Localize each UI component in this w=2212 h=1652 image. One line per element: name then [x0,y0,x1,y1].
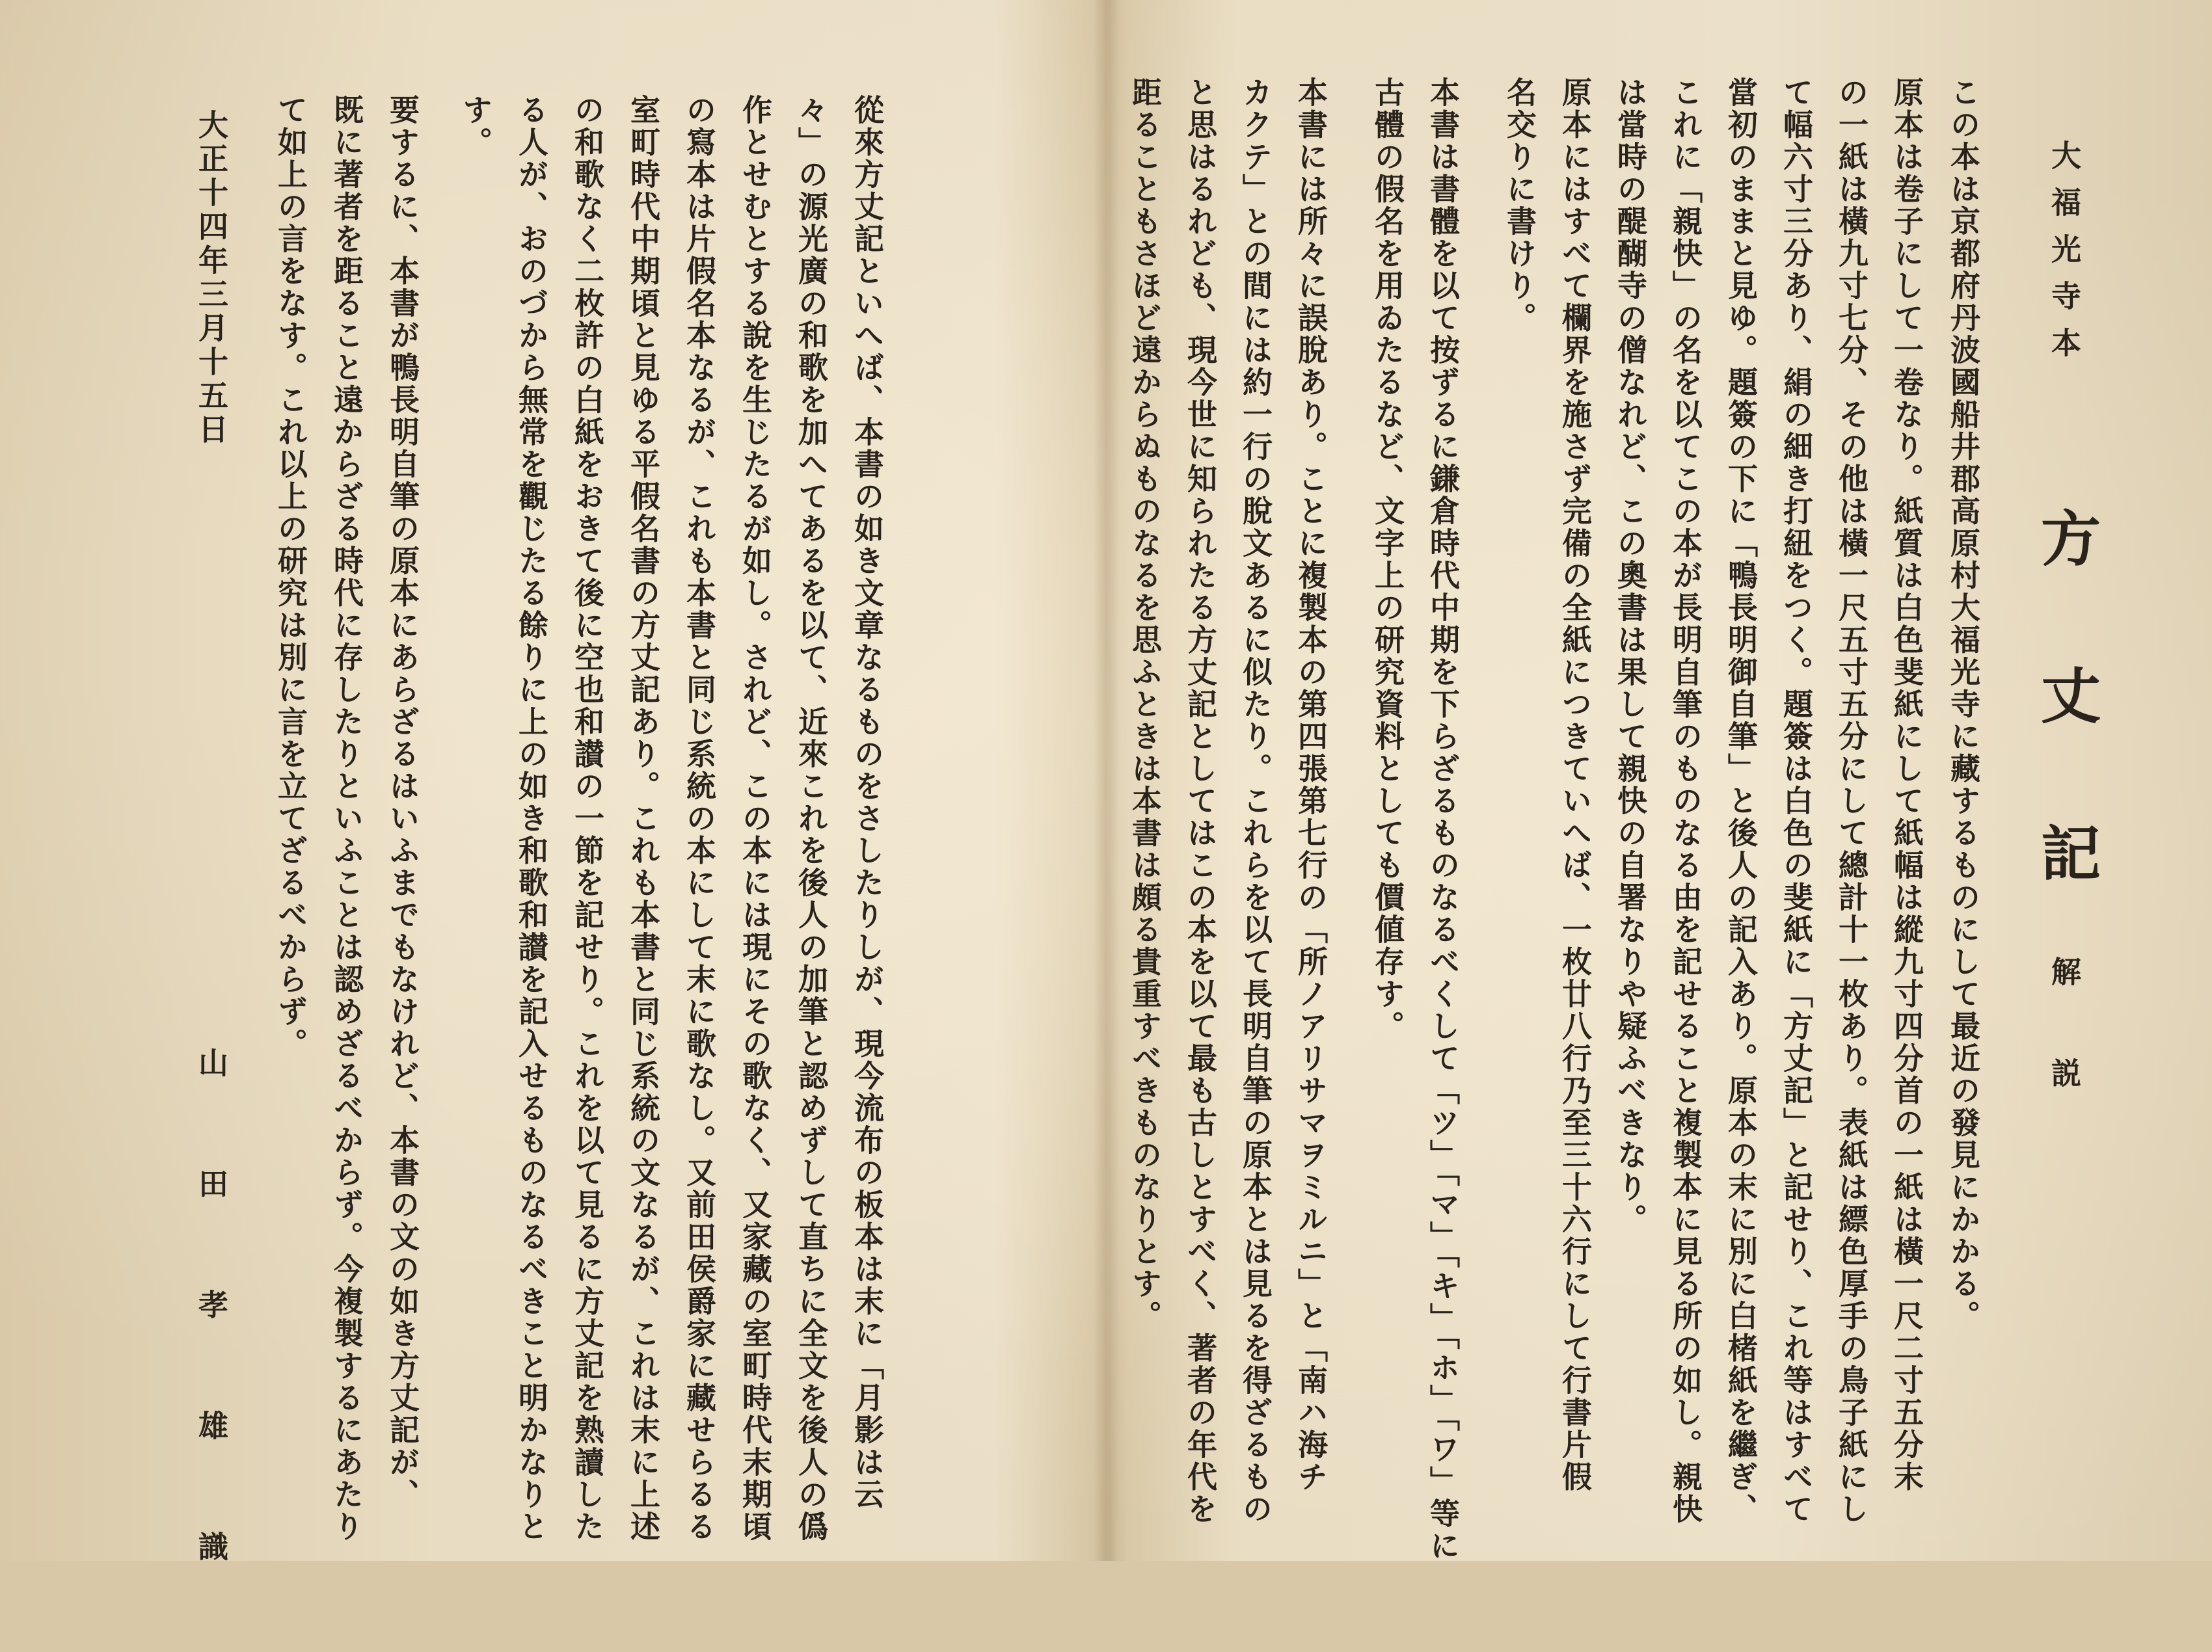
left-column-7: る人が、おのづから無常を觀じたる餘りに上の如き和歌和讃を記入せるものなるべきこと明かなりと [514,94,549,1543]
title-main: 方丈記 [2031,507,2101,979]
right-column-3: の一紙は橫九寸七分、その他は橫一尺五寸五分にして總計十一枚あり。表紙は縹色厚手の鳥子紙にし [1834,77,1869,1526]
right-column-7: は當時の醍醐寺の僧なれど、この奧書は果して親快の自署なりや疑ふべきなり。 [1613,77,1648,1236]
right-column-13: カクテ」との間には約一行の脫文あるに似たり。これらを以て長明自筆の原本とは見るを得ざるもの [1238,77,1273,1526]
left-column-1: 從來方丈記といへば、本書の如き文章なるものをさしたりしが、現今流布の板本は末に「月影は云 [850,94,885,1511]
right-column-6: これに「親快」の名を以てこの本が長明自筆のものなる由を記せること複製本に見る所の如し。親快 [1668,77,1703,1526]
author-signature: 山田孝雄識 [194,1047,229,1652]
left-column-8: す。 [458,94,493,159]
right-column-10: 本書は書體を以て按ずるに鎌倉時代中期を下らざるものなるべくして「ツ」「マ」「キ」「ホ」「ワ」等に [1425,77,1461,1562]
left-column-2: 々」の源光廣の和歌を加へてあるを以て、近來これを後人の加筆と認めずして直ちに全文を後人の僞 [794,94,829,1543]
left-column-3: 作とせむとする說を生じたるが如し。されど、この本には現にその歌なく、又家藏の室町時代末期頃 [738,94,773,1543]
right-column-9: 名交りに書けり。 [1502,77,1537,334]
right-column-5: 當初のままと見ゆ。題簽の下に「鴨長明御自筆」と後人の記入あり。原本の末に別に白楮紙を繼ぎ、 [1723,77,1759,1526]
title-sub: 解説 [2047,956,2082,1159]
left-column-10: 既に著者を距ること遠からざる時代に存したりといふことは認めざるべからず。今複製するにあたり [329,94,364,1543]
left-column-11: て如上の言をなす。これ以上の研究は別に言を立てざるべからず。 [273,94,308,1060]
title-series: 大福光寺本 [2047,140,2082,374]
left-column-4: の寫本は片假名本なるが、これも本書と同じ系統の本にして末に歌なし。又前田侯爵家に藏せらるる [682,94,717,1543]
right-column-8: 原本にはすべて欄界を施さず完備の全紙につきていへば、一枚廿八行乃至三十六行にして行書片假 [1558,77,1593,1493]
right-column-1: この本は京都府丹波國船井郡高原村大福光寺に藏するものにして最近の發見にかかる。 [1946,77,1981,1333]
left-column-5: 室町時代中期頃と見ゆる平假名書の方丈記あり。これも本書と同じ系統の文なるが、これは末に上述 [626,94,661,1543]
date-line: 大正十四年三月十五日 [194,109,229,447]
left-column-6: の和歌なく二枚許の白紙をおきて後に空也和讃の一節を記せり。これを以て見るに方丈記を熟讀した [570,94,605,1543]
right-column-14: と思はるれども、現今世に知られたる方丈記としてはこの本を以て最も古しとすべく、著者の年代を [1183,77,1218,1526]
right-column-4: て幅六寸三分あり、絹の細き打紐をつく。題簽は白色の斐紙に「方丈記」と記せり、これ等はすべて [1779,77,1814,1526]
right-column-2: 原本は卷子にして一卷なり。紙質は白色斐紙にして紙幅は縱九寸四分首の一紙は橫一尺二寸五分末 [1889,77,1924,1493]
left-column-9: 要するに、本書が鴨長明自筆の原本にあらざるはいふまでもなけれど、本書の文の如き方丈記が、 [385,94,420,1511]
right-column-15: 距ることもさほど遠からぬものなるを思ふときは本書は頗る貴重すべきものなりとす。 [1127,77,1163,1333]
right-column-11: 古體の假名を用ゐたるなど、文字上の研究資料としても價値存す。 [1370,77,1405,1043]
right-column-12: 本書には所々に誤脫あり。ことに複製本の第四張第七行の「所ノアリサマヲミルニ」と「南ハ海チ [1293,77,1329,1493]
book-gutter [1093,0,1119,1561]
